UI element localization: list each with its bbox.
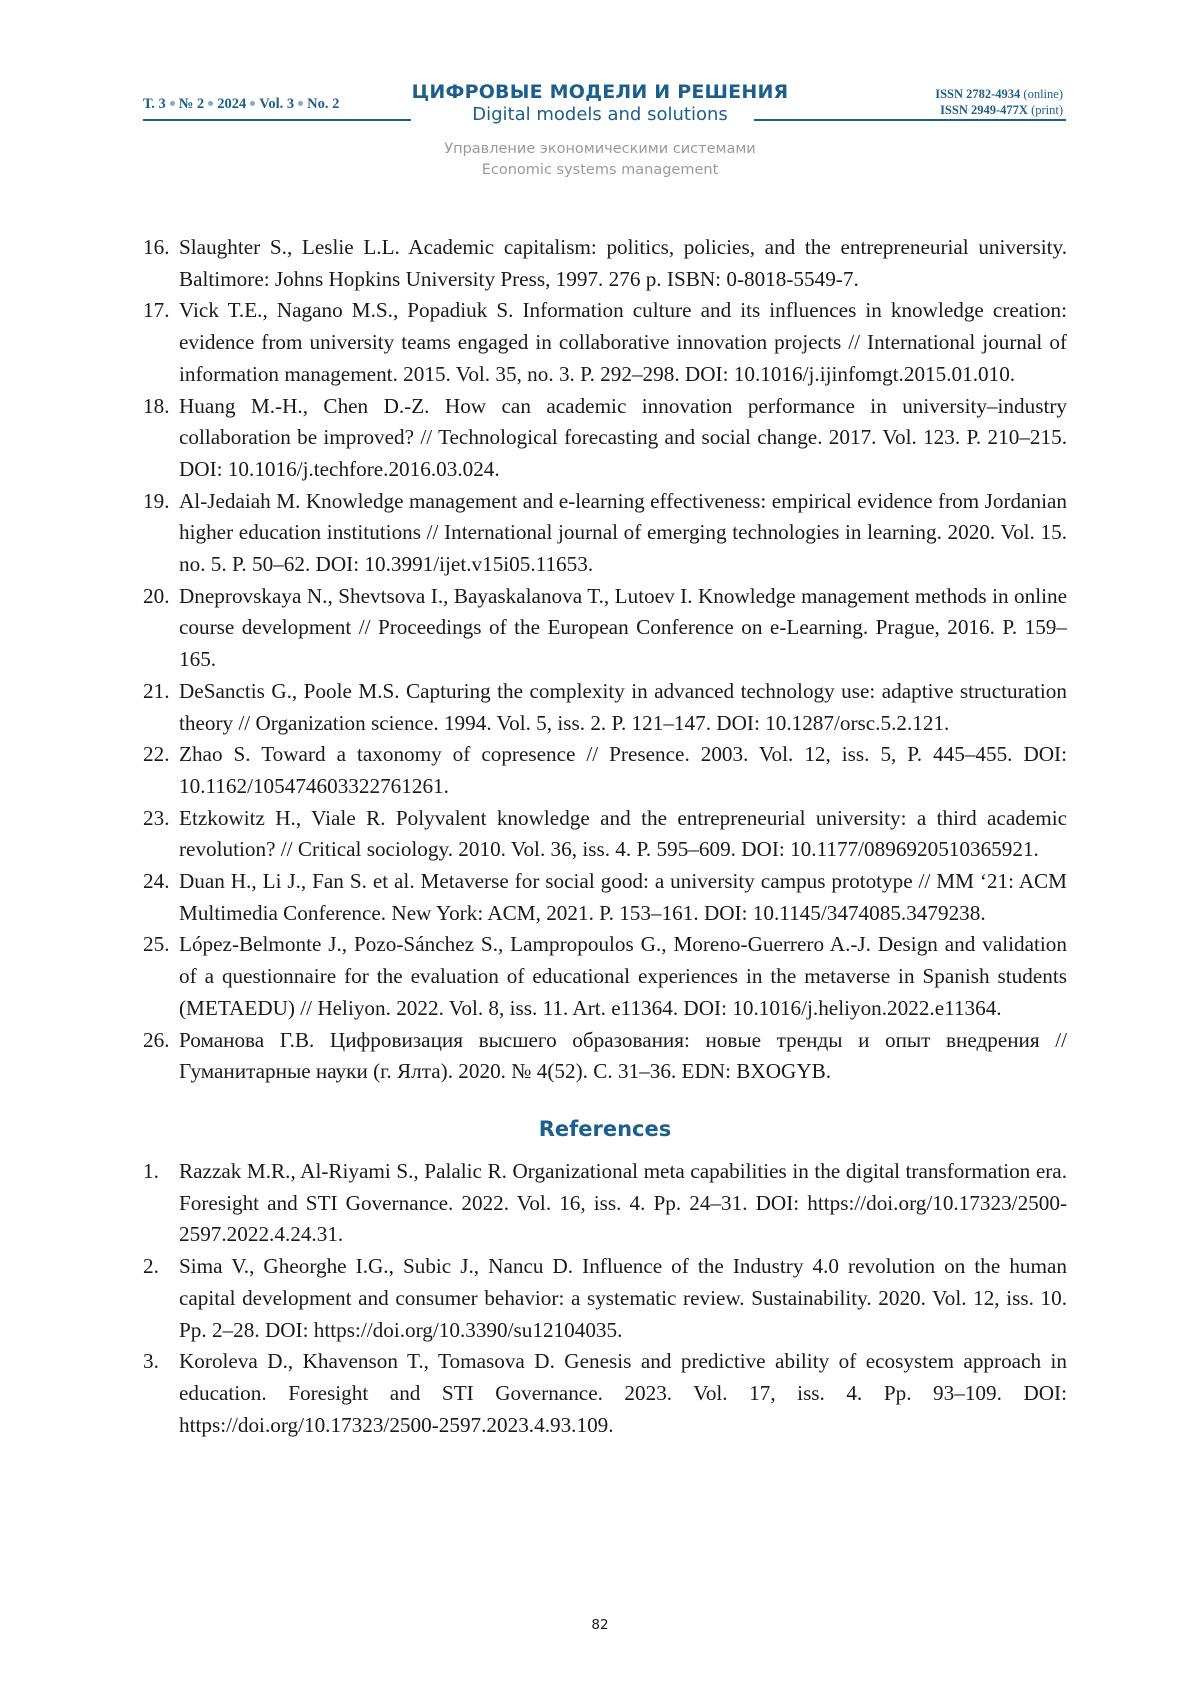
reference-number: 1. [143, 1156, 179, 1251]
section-title-en: Economic systems management [300, 160, 900, 181]
reference-number: 16. [143, 232, 179, 295]
reference-number: 25. [143, 929, 179, 1024]
issn-print-label: (print) [1031, 103, 1063, 117]
reference-item [143, 739, 1067, 802]
section-title-ru: Управление экономическими системами [300, 139, 900, 160]
reference-item [143, 1156, 1067, 1251]
separator-dot [298, 101, 303, 106]
header-rule-right [754, 119, 1066, 121]
reference-item [143, 1346, 1067, 1441]
reference-number: 20. [143, 581, 179, 676]
separator-dot [250, 101, 255, 106]
issue-number-ru: № 2 [179, 96, 204, 112]
page-number: 82 [0, 1617, 1200, 1633]
reference-text: Zhao S. Toward a taxonomy of copresence // Presence. 2003. Vol. 12, iss. 5, P. 445–455. DOI: 10.1162/105474603322761261. [179, 739, 1067, 802]
reference-item [143, 929, 1067, 1024]
reference-text: López-Belmonte J., Pozo-Sánchez S., Lampropoulos G., Moreno-Guerrero A.-J. Design and validation of a questionnaire for the evaluation of educational experiences in the metaverse in Spanish students (METAEDU) // Heliyon. 2022. Vol. 8, iss. 11. Art. e11364. DOI: 10.1016/j.heliyon.2022.e11364. [179, 929, 1067, 1024]
reference-text: Dneprovskaya N., Shevtsova I., Bayaskalanova T., Lutoev I. Knowledge management methods in online course development // Proceedings of the European Conference on e-Learning. Prague, 2016. P. 159–165. [179, 581, 1067, 676]
section-title [300, 139, 900, 181]
reference-item [143, 232, 1067, 295]
reference-text: Koroleva D., Khavenson T., Tomasova D. Genesis and predictive ability of ecosystem approach in education. Foresight and STI Governance. 2023. Vol. 17, iss. 4. Pp. 93–109. DOI: https://doi.org/10.17323/2500-2597.2023.4.93.109. [179, 1346, 1067, 1441]
reference-text: DeSanctis G., Poole M.S. Capturing the complexity in advanced technology use: adaptive structuration theory // Organization science. 1994. Vol. 5, iss. 2. P. 121–147. DOI: 10.1287/orsc.5.2.121. [179, 676, 1067, 739]
reference-text: Vick T.E., Nagano M.S., Popadiuk S. Information culture and its influences in knowledge creation: evidence from university teams engaged in collaborative innovation projects // International journal of information management. 2015. Vol. 35, no. 3. P. 292–298. DOI: 10.1016/j.ijinfomgt.2015.01.010. [179, 295, 1067, 390]
reference-number: 24. [143, 866, 179, 929]
journal-title [400, 80, 800, 126]
reference-text: Романова Г.В. Цифровизация высшего образования: новые тренды и опыт внедрения // Гуманитарные науки (г. Ялта). 2020. № 4(52). С. 31–36. EDN: BXOGYB. [179, 1025, 1067, 1088]
header-rule-left [143, 119, 411, 121]
reference-item [143, 676, 1067, 739]
reference-number: 22. [143, 739, 179, 802]
reference-item [143, 866, 1067, 929]
issn-print: ISSN 2949-477X [940, 103, 1028, 117]
reference-item [143, 803, 1067, 866]
journal-page [0, 0, 1200, 1697]
reference-number: 23. [143, 803, 179, 866]
reference-number: 18. [143, 391, 179, 486]
issn-print-line [803, 102, 1063, 118]
reference-text: Sima V., Gheorghe I.G., Subic J., Nancu D. Influence of the Industry 4.0 revolution on the human capital development and consumer behavior: a systematic review. Sustainability. 2020. Vol. 12, iss. 10. Pp. 2–28. DOI: https://doi.org/10.3390/su12104035. [179, 1251, 1067, 1346]
issn-online: ISSN 2782-4934 [935, 87, 1020, 101]
reference-number: 3. [143, 1346, 179, 1441]
reference-item [143, 295, 1067, 390]
reference-text: Etzkowitz H., Viale R. Polyvalent knowledge and the entrepreneurial university: a third academic revolution? // Critical sociology. 2010. Vol. 36, iss. 4. P. 595–609. DOI: 10.1177/0896920510365921. [179, 803, 1067, 866]
references-heading: References [143, 1088, 1067, 1156]
reference-text: Huang M.-H., Chen D.-Z. How can academic innovation performance in university–industry collaboration be improved? // Technological forecasting and social change. 2017. Vol. 123. P. 210–215. DOI: 10.1016/j.techfore.2016.03.024. [179, 391, 1067, 486]
issn-block [803, 86, 1063, 118]
reference-text: Razzak M.R., Al-Riyami S., Palalic R. Organizational meta capabilities in the digital transformation era. Foresight and STI Governance. 2022. Vol. 16, iss. 4. Pp. 24–31. DOI: https://doi.org/10.17323/2500-2597.2022.4.24.31. [179, 1156, 1067, 1251]
reference-number: 2. [143, 1251, 179, 1346]
issn-online-label: (online) [1023, 87, 1063, 101]
journal-title-ru: ЦИФРОВЫЕ МОДЕЛИ И РЕШЕНИЯ [400, 80, 800, 104]
reference-item [143, 486, 1067, 581]
issn-online-line [803, 86, 1063, 102]
separator-dot [208, 101, 213, 106]
reference-text: Al-Jedaiah M. Knowledge management and e-learning effectiveness: empirical evidence from Jordanian higher education institutions // International journal of emerging technologies in learning. 2020. Vol. 15. no. 5. P. 50–62. DOI: 10.3991/ijet.v15i05.11653. [179, 486, 1067, 581]
issue-year: 2024 [217, 96, 246, 112]
reference-item [143, 1025, 1067, 1088]
reference-number: 19. [143, 486, 179, 581]
reference-number: 26. [143, 1025, 179, 1088]
issue-volume-en: Vol. 3 [259, 96, 294, 112]
issue-number-en: No. 2 [307, 96, 339, 112]
reference-text: Duan H., Li J., Fan S. et al. Metaverse for social good: a university campus prototype // MM ‘21: ACM Multimedia Conference. New York: ACM, 2021. P. 153–161. DOI: 10.1145/3474085.3479238. [179, 866, 1067, 929]
reference-item [143, 581, 1067, 676]
reference-text: Slaughter S., Leslie L.L. Academic capitalism: politics, policies, and the entrepreneurial university. Baltimore: Johns Hopkins University Press, 1997. 276 p. ISBN: 0-8018-5549-7. [179, 232, 1067, 295]
reference-number: 17. [143, 295, 179, 390]
separator-dot [170, 101, 175, 106]
reference-item [143, 1251, 1067, 1346]
reference-item [143, 391, 1067, 486]
reference-number: 21. [143, 676, 179, 739]
issue-volume-ru: Т. 3 [143, 96, 166, 112]
reference-list [143, 232, 1067, 1441]
journal-title-en: Digital models and solutions [400, 104, 800, 126]
reference-list-en [143, 1156, 1067, 1441]
